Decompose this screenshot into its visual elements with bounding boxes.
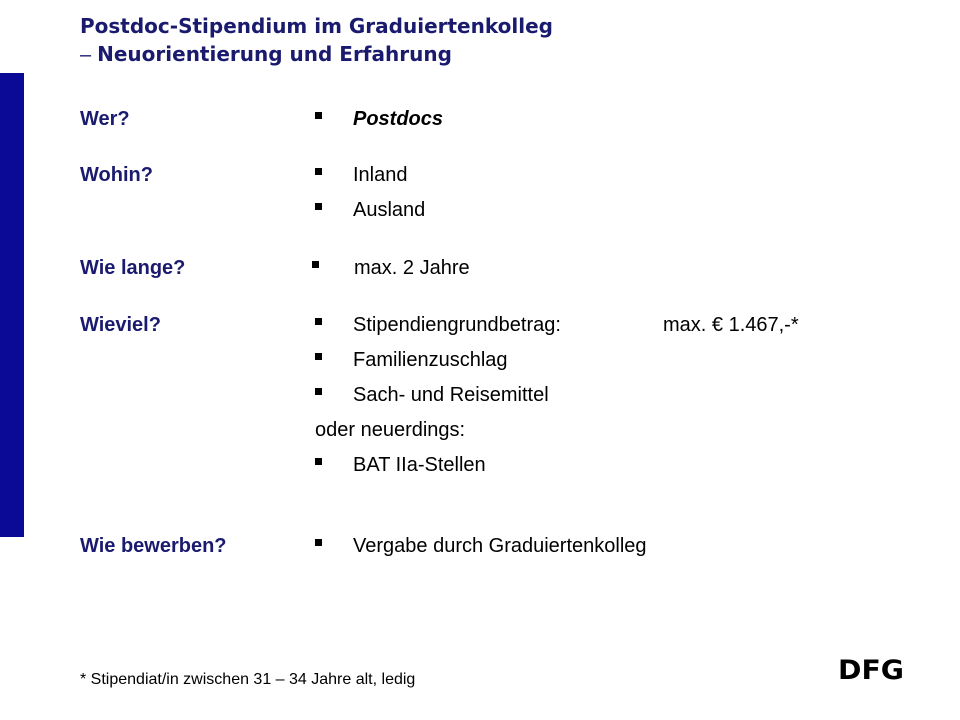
title-subtitle: Neuorientierung und Erfahrung: [97, 42, 452, 66]
title-subtitle-row: [80, 39, 553, 70]
bullet-icon: [315, 458, 322, 465]
sidebar-accent-bar: [0, 73, 24, 537]
bullet-icon: [315, 318, 322, 325]
label-wieviel: Wieviel?: [80, 314, 161, 336]
label-wohin: Wohin?: [80, 164, 153, 186]
bullet-icon: [315, 353, 322, 360]
title-main: Postdoc-Stipendium im Graduiertenkolleg: [80, 14, 553, 38]
amount-value: max. € 1.467,-*: [663, 314, 799, 336]
bullet-icon: [315, 388, 322, 395]
label-wie-bewerben: Wie bewerben?: [80, 535, 227, 557]
logo-text: DFG: [838, 657, 904, 681]
label-wie-lange: Wie lange?: [80, 257, 186, 279]
list-item: Ausland: [315, 199, 425, 222]
slide-title: [80, 13, 553, 70]
list-item: Sach- und Reisemittel: [315, 384, 549, 407]
list-item: Vergabe durch Graduiertenkolleg: [315, 535, 647, 558]
list-item: max. 2 Jahre: [312, 257, 470, 280]
bullet-icon: [315, 112, 322, 119]
bullet-icon: [315, 539, 322, 546]
title-dash: –: [80, 44, 92, 66]
bullet-icon: [312, 261, 319, 268]
list-item: Postdocs: [315, 108, 443, 131]
bullet-icon: [315, 203, 322, 210]
list-item: Familienzuschlag: [315, 349, 508, 372]
list-item: Inland: [315, 164, 408, 187]
dfg-logo: [838, 657, 904, 681]
list-item: Stipendiengrundbetrag:: [315, 314, 561, 337]
bullet-icon: [315, 168, 322, 175]
list-item: BAT IIa-Stellen: [315, 454, 486, 477]
label-wer: Wer?: [80, 108, 130, 130]
footnote: * Stipendiat/in zwischen 31 – 34 Jahre alt, ledig: [80, 671, 416, 688]
alternative-intro: oder neuerdings:: [315, 419, 466, 441]
